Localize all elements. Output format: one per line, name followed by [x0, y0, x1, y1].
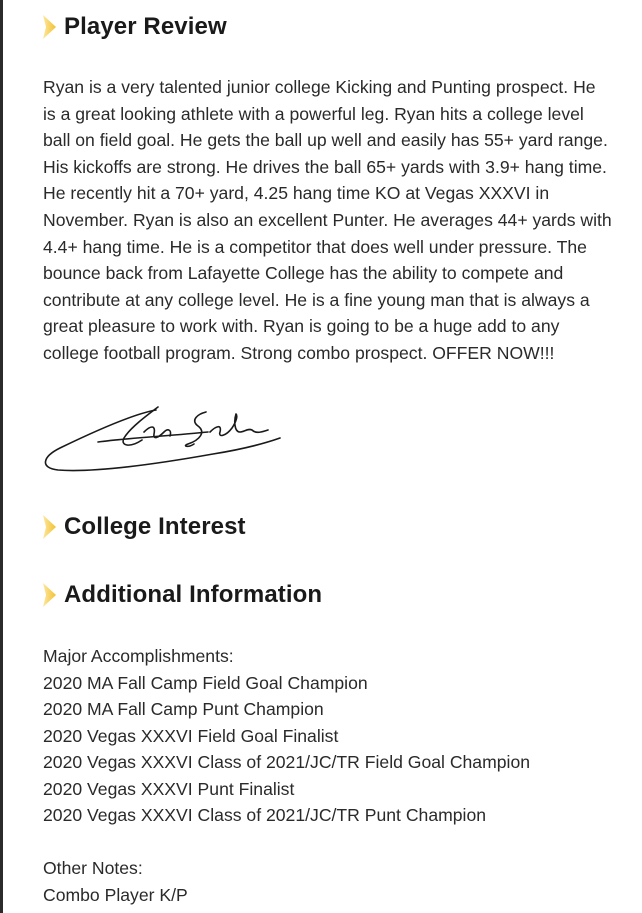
other-note-item: Combo Player K/P: [43, 884, 188, 905]
player-review-title: Player Review: [64, 13, 227, 40]
accomplishment-item: 2020 Vegas XXXVI Punt Finalist: [43, 778, 295, 799]
player-review-heading: [42, 12, 227, 42]
accomplishment-item: 2020 Vegas XXXVI Class of 2021/JC/TR Field Goal Champion: [43, 752, 531, 772]
additional-information-heading: [42, 580, 322, 610]
accomplishment-item: 2020 MA Fall Camp Field Goal Champion: [43, 672, 368, 693]
other-notes-label: Other Notes:: [43, 858, 143, 878]
page-left-border: [0, 0, 3, 913]
player-review-text: Ryan is a very talented junior college Kicking and Punting prospect. He is a great looking athlete with a powerful leg. Ryan hits a college level ball on field goal. He gets the ball up well and easily has 55+ yard range. His kickoffs are strong. He drives the ball 65+ yards with 3.9+ hang time. He recently hit a 70+ yard, 4.25 hang time KO at Vegas XXXVI in November. Ryan is also an excellent Punter. He averages 44+ yards with 4.4+ hang time. He is a competitor that does well under pressure. The bounce back from Lafayette College has the ability to compete and contribute at any college level. He is a fine young man that is always a great pleasure to work with. Ryan is going to be a huge add to any college football program. Strong combo prospect. OFFER NOW!!!: [43, 77, 612, 363]
additional-information-title: Additional Information: [64, 581, 323, 608]
accomplishments-list: [43, 643, 530, 829]
accomplishment-item: 2020 Vegas XXXVI Field Goal Finalist: [43, 725, 339, 746]
accomplishment-item: 2020 MA Fall Camp Punt Champion: [43, 699, 324, 719]
college-interest-heading: [42, 512, 246, 542]
college-interest-title: College Interest: [64, 513, 246, 540]
accomplishment-item: 2020 Vegas XXXVI Class of 2021/JC/TR Punt Champion: [43, 805, 487, 825]
signature-image: [38, 402, 288, 476]
other-notes-list: [43, 855, 188, 908]
chevron-right-icon: [42, 514, 58, 540]
chevron-right-icon: [42, 582, 58, 608]
chevron-right-icon: [42, 14, 58, 40]
accomplishments-label: Major Accomplishments:: [43, 646, 234, 666]
